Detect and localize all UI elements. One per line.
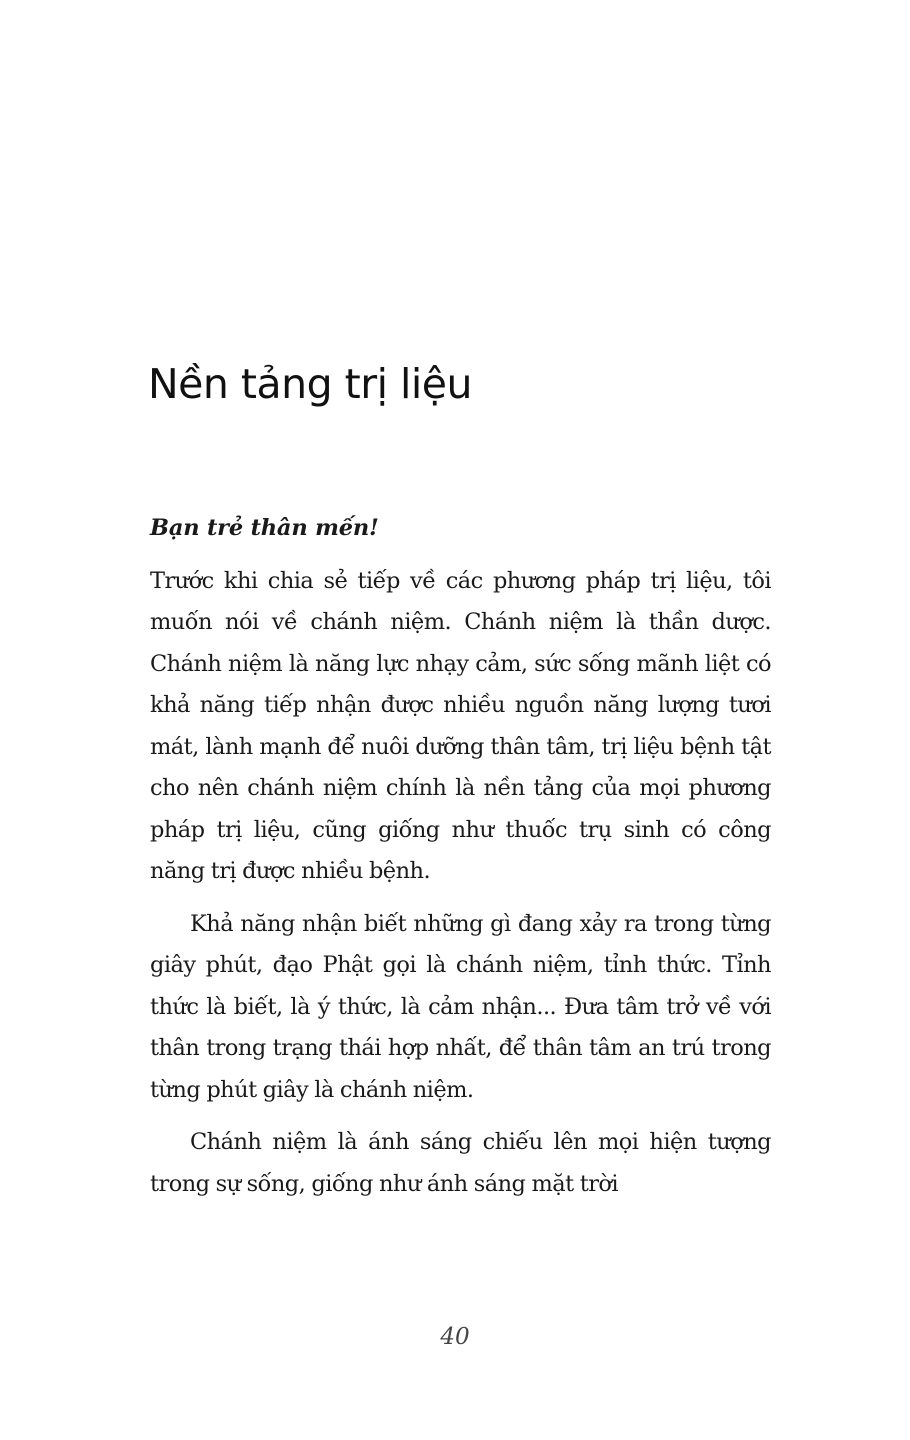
paragraph-1: Trước khi chia sẻ tiếp về các phương pháp trị liệu, tôi muốn nói về chánh niệm. Chánh niệm là thần dược. Chánh niệm là năng lực nhạy cảm, sức sống mãnh liệt có khả năng tiếp nhận được nhiều nguồn năng lượng tươi mát, lành mạnh để nuôi dưỡng thân tâm, trị liệu bệnh tật cho nên chánh niệm chính là nền tảng của mọi phương pháp trị liệu, cũng giống như thuốc trụ sinh có công năng trị được nhiều bệnh.: [150, 567, 771, 884]
paragraph-3: Chánh niệm là ánh sáng chiếu lên mọi hiện tượng trong sự sống, giống như ánh sáng mặt trời: [150, 1129, 771, 1197]
chapter-body: [150, 508, 771, 1216]
chapter-title: Nền tảng trị liệu: [148, 360, 473, 408]
page-number: 40: [440, 1324, 470, 1350]
paragraph-2: Khả năng nhận biết những gì đang xảy ra trong từng giây phút, đạo Phật gọi là chánh niệm, tỉnh thức. Tỉnh thức là biết, là ý thức, là cảm nhận... Đưa tâm trở về với thân trong trạng thái hợp nhất, để thân tâm an trú trong từng phút giây là chánh niệm.: [150, 910, 771, 1103]
greeting-line: Bạn trẻ thân mến!: [150, 515, 379, 541]
